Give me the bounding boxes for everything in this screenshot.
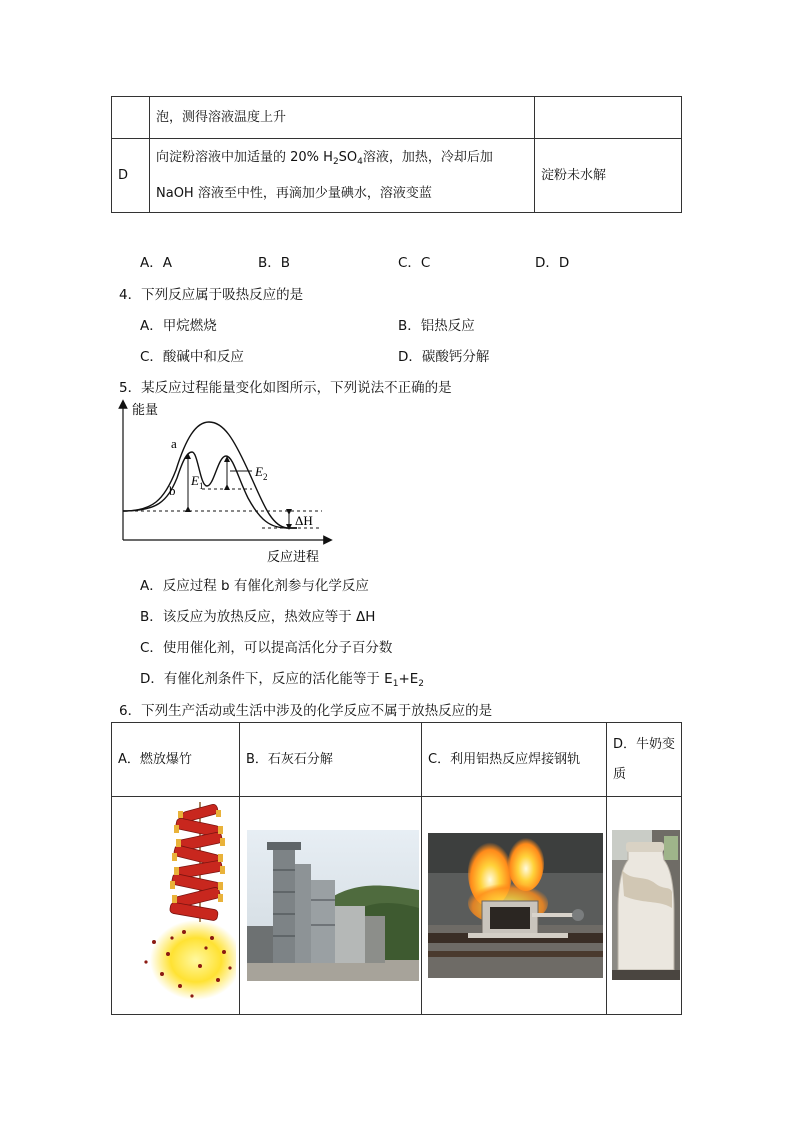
e2-label-sub: 2 <box>262 472 268 482</box>
cell-text: SO <box>338 150 358 165</box>
option-text: D．有催化剂条件下，反应的活化能等于 E <box>140 671 393 687</box>
lime-kiln-image <box>247 830 419 981</box>
subscript: 4 <box>357 157 363 167</box>
q3-option-d: D．D <box>535 255 570 271</box>
table-cell <box>150 139 535 213</box>
subscript: 2 <box>418 679 425 689</box>
q3-option-a: A．A <box>140 255 172 271</box>
cell-line: 质 <box>613 766 627 782</box>
table-cell: D <box>112 139 150 213</box>
y-axis-label: 能量 <box>132 402 159 417</box>
e2-label <box>254 464 267 482</box>
table-cell: 淀粉未水解 <box>535 139 682 213</box>
q5-stem: 5．某反应过程能量变化如图所示，下列说法不正确的是 <box>119 380 452 396</box>
firecracker-image <box>134 802 236 1008</box>
q4-stem: 4．下列反应属于吸热反应的是 <box>119 287 304 303</box>
cell-line <box>156 142 528 178</box>
table-cell: 泡，测得溶液温度上升 <box>150 97 535 139</box>
q4-option-c: C．酸碱中和反应 <box>140 349 244 365</box>
q4-option-a: A．甲烷燃烧 <box>140 318 217 334</box>
curve-b-label: b <box>169 483 176 498</box>
options-table <box>111 96 682 213</box>
e1-label-main: E <box>191 473 199 488</box>
q4-option-b: B．铝热反应 <box>398 318 475 334</box>
cell-line: D．牛奶变 <box>613 736 676 752</box>
header-cell-a: A．燃放爆竹 <box>112 723 240 797</box>
q5-option-a: A．反应过程 b 有催化剂参与化学反应 <box>140 578 369 594</box>
q5-option-d <box>140 667 424 689</box>
curve-a-label: a <box>171 436 177 451</box>
spoiled-milk-image <box>612 830 680 980</box>
header-cell-b: B．石灰石分解 <box>240 723 422 797</box>
subscript: 1 <box>392 679 399 689</box>
thermite-welding-image <box>428 833 603 978</box>
subscript: 2 <box>332 157 339 167</box>
q3-option-c: C．C <box>398 255 431 271</box>
e1-label-sub: 1 <box>198 481 204 491</box>
header-cell-c: C．利用铝热反应焊接钢轨 <box>422 723 607 797</box>
table-cell <box>535 97 682 139</box>
dh-label: ΔH <box>295 513 313 528</box>
header-cell-d <box>607 723 682 797</box>
table-cell <box>112 97 150 139</box>
q5-option-b: B．该反应为放热反应，热效应等于 ΔH <box>140 609 376 625</box>
cell-text: 溶液，加热，冷却后加 <box>362 150 493 165</box>
e2-label-main: E <box>255 464 263 479</box>
q4-option-d: D．碳酸钙分解 <box>398 349 490 365</box>
x-axis-label: 反应进程 <box>267 549 320 564</box>
q6-stem: 6．下列生产活动或生活中涉及的化学反应不属于放热反应的是 <box>119 703 493 719</box>
curve-a <box>123 422 297 528</box>
cell-text: 向淀粉溶液中加适量的 20% H <box>156 150 333 165</box>
q5-option-c: C．使用催化剂，可以提高活化分子百分数 <box>140 640 393 656</box>
option-text: +E <box>398 671 419 687</box>
q3-option-b: B．B <box>258 255 291 271</box>
cell-line: NaOH 溶液至中性，再滴加少量碘水，溶液变蓝 <box>156 186 432 201</box>
energy-diagram <box>112 398 342 566</box>
